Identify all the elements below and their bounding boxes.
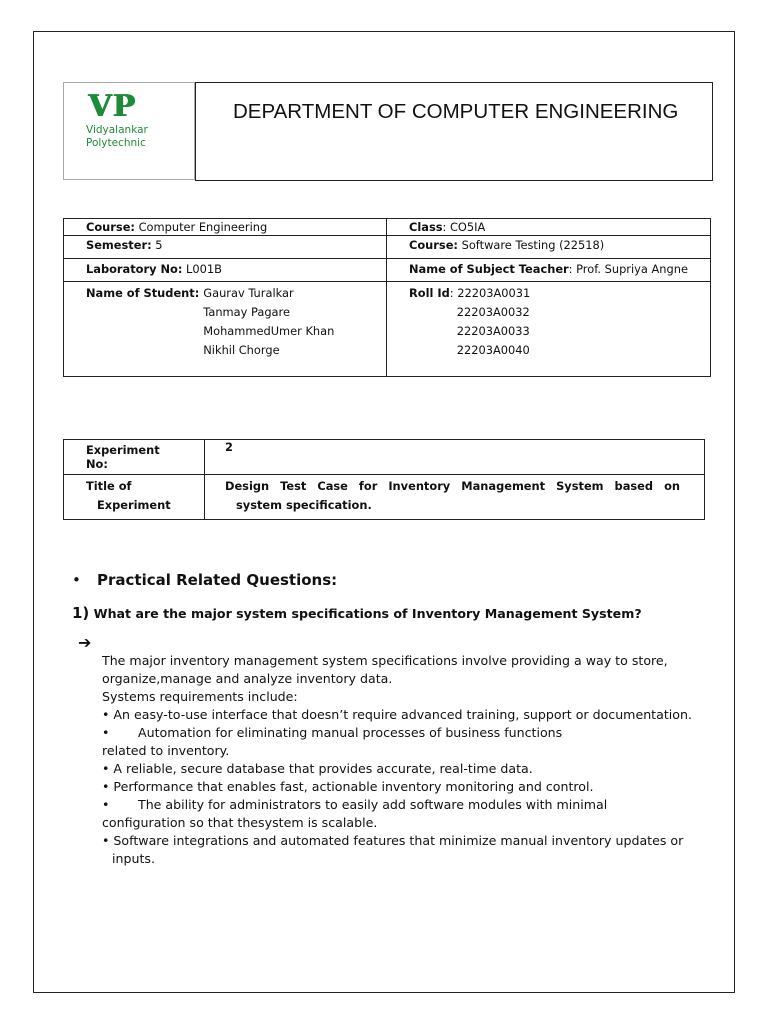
roll-id: 22203A0032 bbox=[456, 305, 530, 319]
question-text: What are the major system specifications of Inventory Management System? bbox=[89, 606, 642, 621]
answer-line: • Performance that enables fast, actionable inventory monitoring and control. bbox=[102, 779, 594, 794]
experiment-table bbox=[63, 439, 705, 520]
institution-logo bbox=[63, 82, 195, 180]
roll-id-label: Roll Id bbox=[409, 286, 450, 300]
roll-id: 22203A0040 bbox=[456, 343, 530, 357]
bullet-icon: • bbox=[72, 571, 81, 589]
table-row bbox=[64, 475, 705, 520]
answer-line: • Software integrations and automated features that minimize manual inventory updates or bbox=[102, 833, 684, 848]
table-row bbox=[64, 259, 711, 282]
arrow-right-icon: ➔ bbox=[78, 633, 92, 652]
teacher-cell bbox=[387, 259, 711, 282]
semester-label: Semester: bbox=[86, 238, 152, 252]
department-header bbox=[195, 82, 713, 181]
subject-course-label: Course: bbox=[409, 238, 458, 252]
question-number: 1) bbox=[72, 604, 90, 622]
class-cell bbox=[387, 219, 711, 236]
class-value: : CO5IA bbox=[442, 220, 486, 234]
answer-line: The major inventory management system specifications involve providing a way to store, bbox=[102, 653, 668, 668]
subject-course-value: Software Testing (22518) bbox=[457, 238, 605, 252]
student-name: Nikhil Chorge bbox=[203, 343, 280, 357]
answer-line: configuration so that thesystem is scalable. bbox=[102, 815, 378, 830]
course-label: Course: bbox=[86, 220, 135, 234]
answer-text bbox=[102, 652, 727, 868]
subject-course-cell bbox=[387, 236, 711, 259]
logo-line-1: Vidyalankar bbox=[86, 124, 148, 136]
roll-id: 22203A0033 bbox=[456, 324, 530, 338]
logo-name bbox=[86, 124, 148, 150]
answer-line: • A reliable, secure database that provides accurate, real-time data. bbox=[102, 761, 533, 776]
answer-line: Systems requirements include: bbox=[102, 689, 298, 704]
roll-id-cell bbox=[387, 282, 711, 377]
logo-mark: VP bbox=[88, 89, 136, 124]
table-row bbox=[64, 236, 711, 259]
teacher-label: Name of Subject Teacher bbox=[409, 262, 569, 276]
lab-cell bbox=[64, 259, 387, 282]
experiment-title-value: Design Test Case for Inventory Management System based on system specification. bbox=[205, 475, 705, 520]
answer-line: • An easy-to-use interface that doesn’t require advanced training, support or documentation. bbox=[102, 707, 692, 722]
semester-cell bbox=[64, 236, 387, 259]
students-cell bbox=[64, 282, 387, 377]
answer-line: inputs. bbox=[112, 851, 155, 866]
roll-id: : 22203A0031 bbox=[449, 286, 531, 300]
answer-line: • The ability for administrators to easily add software modules with minimal bbox=[102, 797, 608, 812]
practical-questions-heading: • Practical Related Questions: bbox=[72, 571, 338, 589]
students-label: Name of Student: bbox=[86, 286, 200, 300]
answer-line: related to inventory. bbox=[102, 743, 230, 758]
experiment-no-value: 2 bbox=[205, 440, 705, 475]
table-row bbox=[64, 219, 711, 236]
semester-value: 5 bbox=[151, 238, 163, 252]
question-1 bbox=[72, 604, 642, 622]
lab-value: L001B bbox=[182, 262, 222, 276]
student-name: Gaurav Turalkar bbox=[203, 286, 294, 300]
table-row bbox=[64, 282, 711, 377]
student-name: MohammedUmer Khan bbox=[203, 324, 335, 338]
answer-line: organize,manage and analyze inventory data. bbox=[102, 671, 393, 686]
table-row bbox=[64, 440, 705, 475]
course-info-table bbox=[63, 218, 711, 377]
experiment-no-label: Experiment No: bbox=[64, 440, 205, 475]
department-title: DEPARTMENT OF COMPUTER ENGINEERING bbox=[233, 100, 679, 123]
course-value: Computer Engineering bbox=[134, 220, 268, 234]
lab-label: Laboratory No: bbox=[86, 262, 183, 276]
student-name: Tanmay Pagare bbox=[203, 305, 290, 319]
teacher-value: : Prof. Supriya Angne bbox=[568, 262, 688, 276]
logo-line-2: Polytechnic bbox=[86, 137, 146, 149]
class-label: Class bbox=[409, 220, 443, 234]
answer-line: • Automation for eliminating manual processes of business functions bbox=[102, 725, 563, 740]
experiment-title-label: Title of Experiment bbox=[64, 475, 205, 520]
course-cell bbox=[64, 219, 387, 236]
